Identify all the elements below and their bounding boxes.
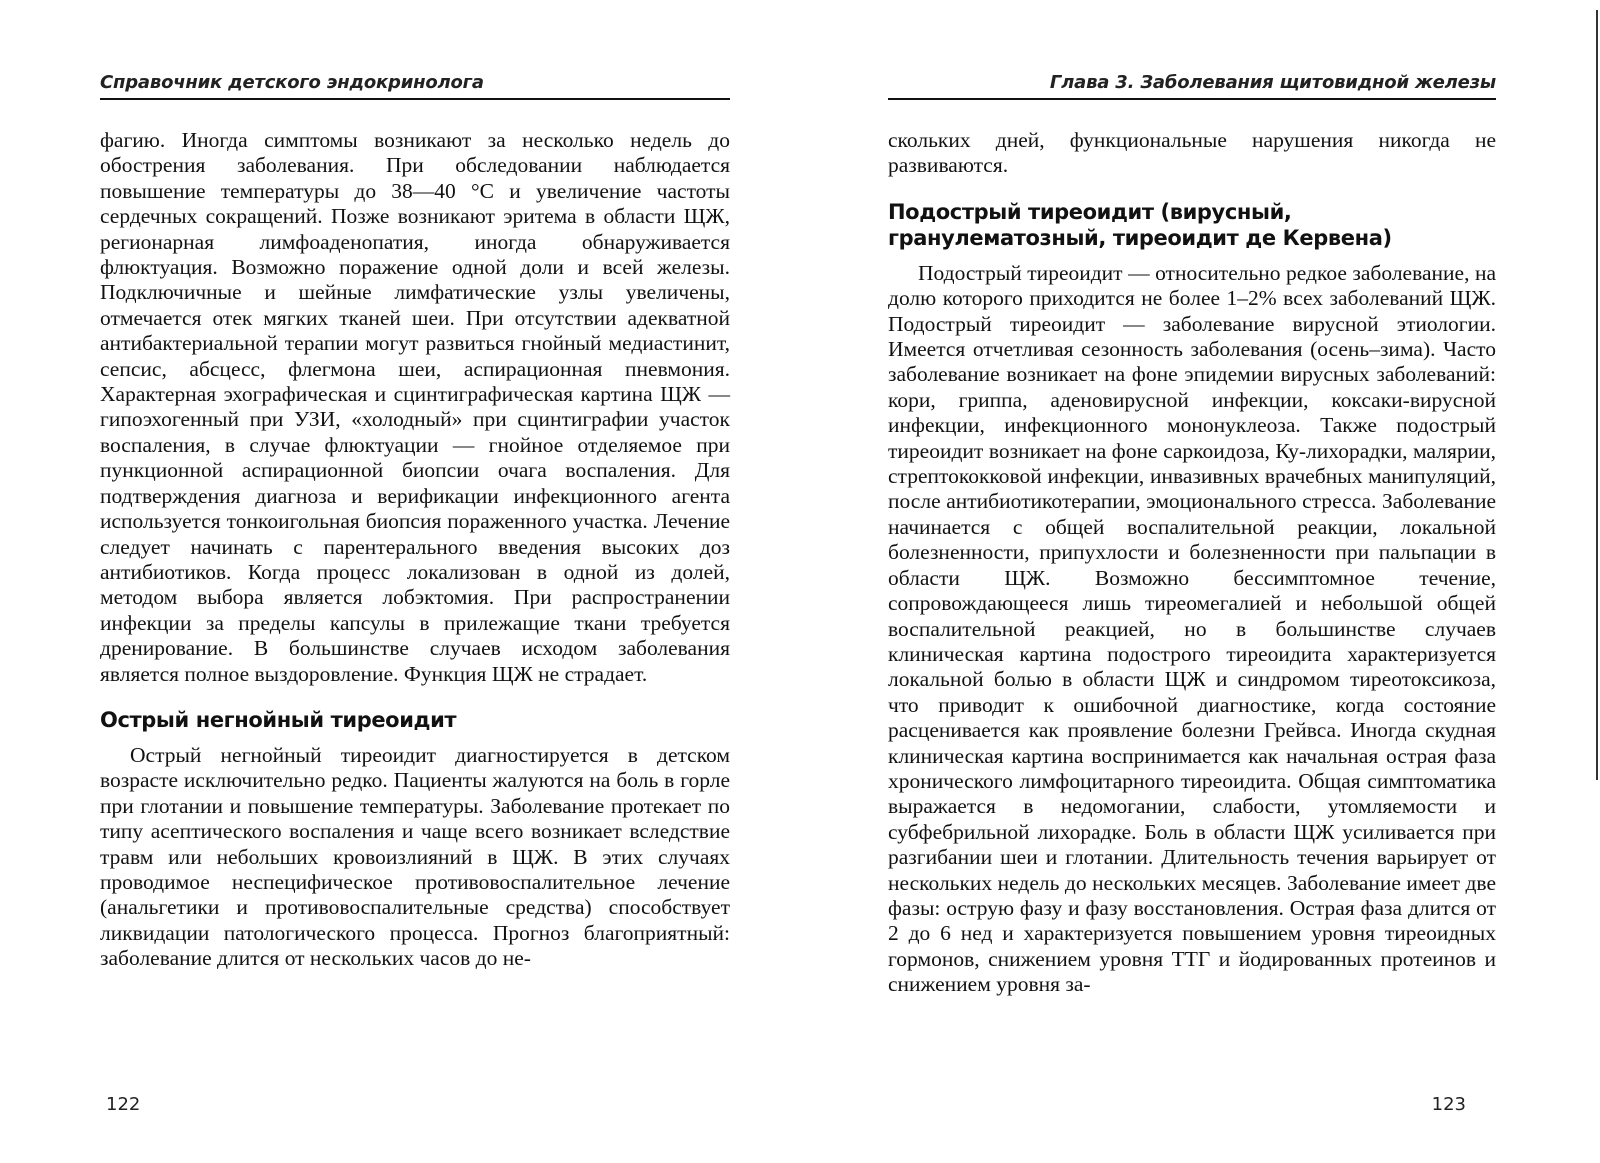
paragraph: фагию. Иногда симптомы возникают за несколько недель до обострения заболевания. При обследовании наблюдается повышение температуры до 38—40 °С и увеличение частоты сердечных сокращений. Позже возникают эритема в области ЩЖ, регионарная лимфоаденопатия, иногда обнаруживается флюктуация. Возможно поражение одной доли и всей железы. Подключичные и шейные лимфатические узлы увеличены, отмечается отек мягких тканей шеи. При отсутствии адекватной антибактериальной терапии могут развиться гнойный медиастинит, сепсис, абсцесс, флегмона шеи, аспирационная пневмония. Характерная эхографическая и сцинтиграфическая картина ЩЖ — гипоэхогенный при УЗИ, «холодный» при сцинтиграфии участок воспаления, в случае флюктуации — гнойное отделяемое при пункционной аспирационной биопсии очага воспаления. Для подтверждения диагноза и верификации инфекционного агента используется тонкоигольная биопсия пораженного участка. Лечение следует начинать с парентерального введения высоких доз антибиотиков. Когда процесс локализован в одной из долей, методом выбора является лобэктомия. При распространении инфекции за пределы капсулы в прилежащие ткани требуется дренирование. В большинстве случаев исходом заболевания является полное выздоровление. Функция ЩЖ не страдает. xyxy=(100,128,730,686)
page-edge-line xyxy=(1596,10,1598,780)
section-heading: Подострый тиреоидит (вирусный, гранулематозный, тиреоидит де Кервена) xyxy=(888,199,1392,250)
page-body xyxy=(888,128,1496,998)
section-heading: Острый негнойный тиреоидит xyxy=(100,707,457,732)
paragraph: Подострый тиреоидит — относительно редкое заболевание, на долю которого приходится не более 1–2% всех заболеваний ЩЖ. Подострый тиреоидит — заболевание вирусной этиологии. Имеется отчетливая сезонность заболевания (осень–зима). Часто заболевание возникает на фоне эпидемии вирусных заболеваний: кори, гриппа, аденовирусной инфекции, коксаки-вирусной инфекции, инфекционного мононуклеоза. Также подострый тиреоидит возникает на фоне саркоидоза, Ку-лихорадки, малярии, стрептококковой инфекции, инвазивных врачебных манипуляций, после антибиотикотерапии, эмоционального стресса. Заболевание начинается с общей воспалительной реакции, локальной болезненности, припухлости и болезненности при пальпации в области ЩЖ. Возможно бессимптомное течение, сопровождающееся лишь тиреомегалией и небольшой общей воспалительной реакцией, но в большинстве случаев клиническая картина подострого тиреоидита характеризуется локальной болью в области ЩЖ и синдромом тиреотоксикоза, что приводит к ошибочной диагностике, когда состояние расценивается как проявление болезни Грейвса. Иногда скудная клиническая картина воспринимается как начальная острая фаза хронического лимфоцитарного тиреоидита. Общая симптоматика выражается в недомогании, слабости, утомляемости и субфебрильной лихорадке. Боль в области ЩЖ усиливается при разгибании шеи и глотании. Длительность течения варьирует от нескольких недель до нескольких месяцев. Заболевание имеет две фазы: острую фазу и фазу восстановления. Острая фаза длится от 2 до 6 нед и характеризуется повышением уровня тиреоидных гормонов, снижением уровня ТТГ и йодированных протеинов и снижением уровня за- xyxy=(888,260,1496,997)
page-number: 123 xyxy=(1431,1094,1466,1115)
paragraph: скольких дней, функциональные нарушения никогда не развиваются. xyxy=(888,128,1496,178)
paragraph: Острый негнойный тиреоидит диагностируется в детском возрасте исключительно редко. Пациенты жалуются на боль в горле при глотании и повышение температуры. Заболевание протекает по типу асептического воспаления и чаще всего возникает вследствие травм или небольших кровоизлияний в ЩЖ. В этих случаях проводимое неспецифическое противовоспалительное лечение (анальгетики и противовоспалительные средства) способствует ликвидации патологического процесса. Прогноз благоприятный: заболевание длится от нескольких часов до не- xyxy=(100,742,730,971)
running-head: Глава 3. Заболевания щитовидной железы xyxy=(888,68,1496,100)
page-body xyxy=(100,128,730,972)
page-number: 122 xyxy=(106,1094,141,1115)
right-page xyxy=(888,0,1496,1163)
left-page xyxy=(100,0,730,1163)
running-head: Справочник детского эндокринолога xyxy=(100,68,730,100)
